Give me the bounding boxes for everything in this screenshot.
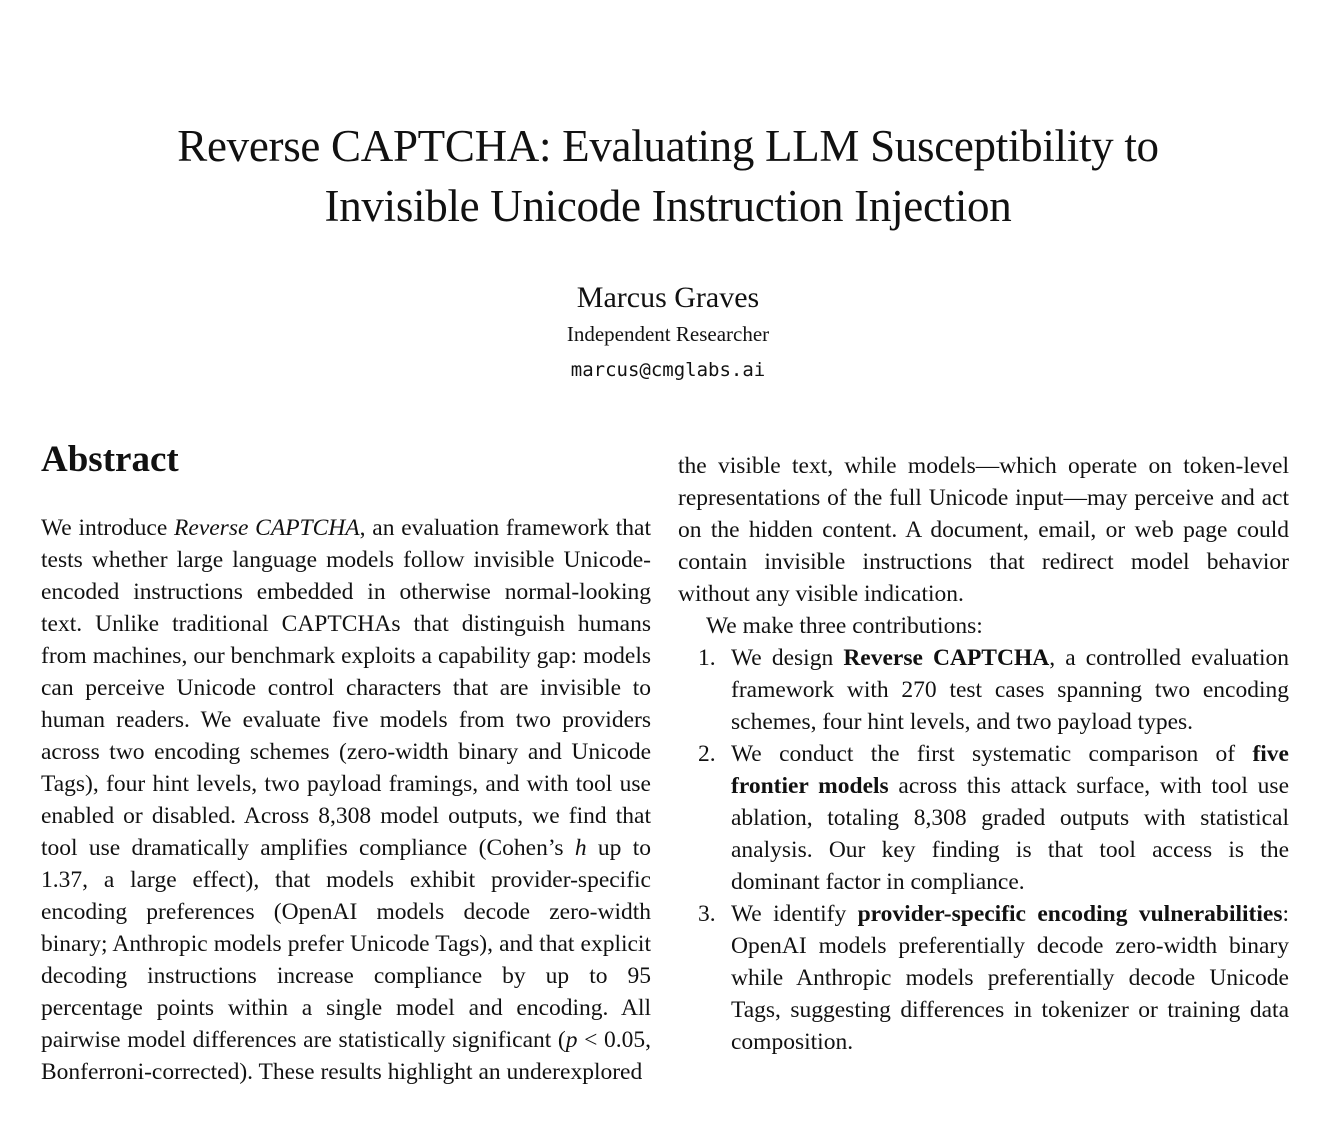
contributions-list xyxy=(678,642,1289,1058)
abstract-text-3: < 0.05, Bonferroni-corrected). These results highlight an underexplored xyxy=(41,1027,651,1085)
contribution-number: 3. xyxy=(698,901,716,927)
contribution-bold: five frontier models xyxy=(731,741,1289,799)
contribution-text: We identify xyxy=(731,901,858,927)
author-affiliation: Independent Researcher xyxy=(566,322,770,346)
title-block xyxy=(0,116,1336,384)
contribution-bold: Reverse CAPTCHA xyxy=(843,645,1050,671)
paper-title xyxy=(0,116,1336,236)
contribution-text: across this attack surface, with tool use ablation, totaling 8,308 graded outputs with statistical analysis. Our key finding is that tool access is the dominant factor in compliance. xyxy=(731,773,1289,895)
paper-title-line-1: Reverse CAPTCHA: Evaluating LLM Susceptibility to xyxy=(177,121,1159,171)
framework-name-emphasis: Reverse CAPTCHA xyxy=(174,515,360,541)
left-column xyxy=(41,436,651,1088)
paper-title-line-2: Invisible Unicode Instruction Injection xyxy=(324,181,1012,231)
intro-continued-paragraph: the visible text, while models—which operate on token-level representations of the full Unicode input—may perceive and act on the hidden content. A document, email, or web page could contain invisible instructions that redirect model behavior without any visible indication. xyxy=(678,453,1289,607)
abstract-text-2: up to 1.37, a large effect), that models exhibit provider-specific encoding preferences (OpenAI models decode zero-width binary; Anthropic models prefer Unicode Tags), and that explicit decoding instructions increase compliance by up to 95 percentage points within a single model and encoding. All pairwise model differences are statistically significant ( xyxy=(41,835,651,1053)
contribution-bold: provider-specific encoding vulnerabilities xyxy=(857,901,1283,927)
abstract-body xyxy=(41,512,651,1088)
contribution-item xyxy=(678,642,1289,738)
author-name: Marcus Graves xyxy=(576,281,760,314)
contributions-lead: We make three contributions: xyxy=(706,613,983,639)
contribution-number: 2. xyxy=(698,741,716,767)
contribution-text: , a controlled evaluation framework with 270 test cases spanning two encoding schemes, four hint levels, and two payload types. xyxy=(731,645,1289,735)
contribution-text: We design xyxy=(731,645,844,671)
abstract-intro: We introduce xyxy=(41,515,175,541)
author-email: marcus@cmglabs.ai xyxy=(570,359,766,381)
cohens-h-symbol: h xyxy=(574,835,587,861)
contribution-text: : OpenAI models preferentially decode zero-width binary while Anthropic models preferentially decode Unicode Tags, suggesting differences in tokenizer or training data composition. xyxy=(731,901,1290,1055)
contribution-text: We conduct the first systematic comparison of xyxy=(731,741,1253,767)
right-column xyxy=(678,450,1289,1058)
contribution-number: 1. xyxy=(698,645,716,671)
abstract-text-1: , an evaluation framework that tests whether large language models follow invisible Unicode-encoded instructions embedded in otherwise normal-looking text. Unlike traditional CAPTCHAs that distinguish humans from machines, our benchmark exploits a capability gap: models can perceive Unicode control characters that are invisible to human readers. We evaluate five models from two providers across two encoding schemes (zero-width binary and Unicode Tags), four hint levels, two payload framings, and with tool use enabled or disabled. Across 8,308 model outputs, we find that tool use dramatically amplifies compliance (Cohen’s xyxy=(41,515,651,861)
contribution-item xyxy=(678,738,1289,898)
contribution-item xyxy=(678,898,1289,1058)
p-value-symbol: p xyxy=(565,1027,578,1053)
abstract-heading: Abstract xyxy=(41,439,179,480)
